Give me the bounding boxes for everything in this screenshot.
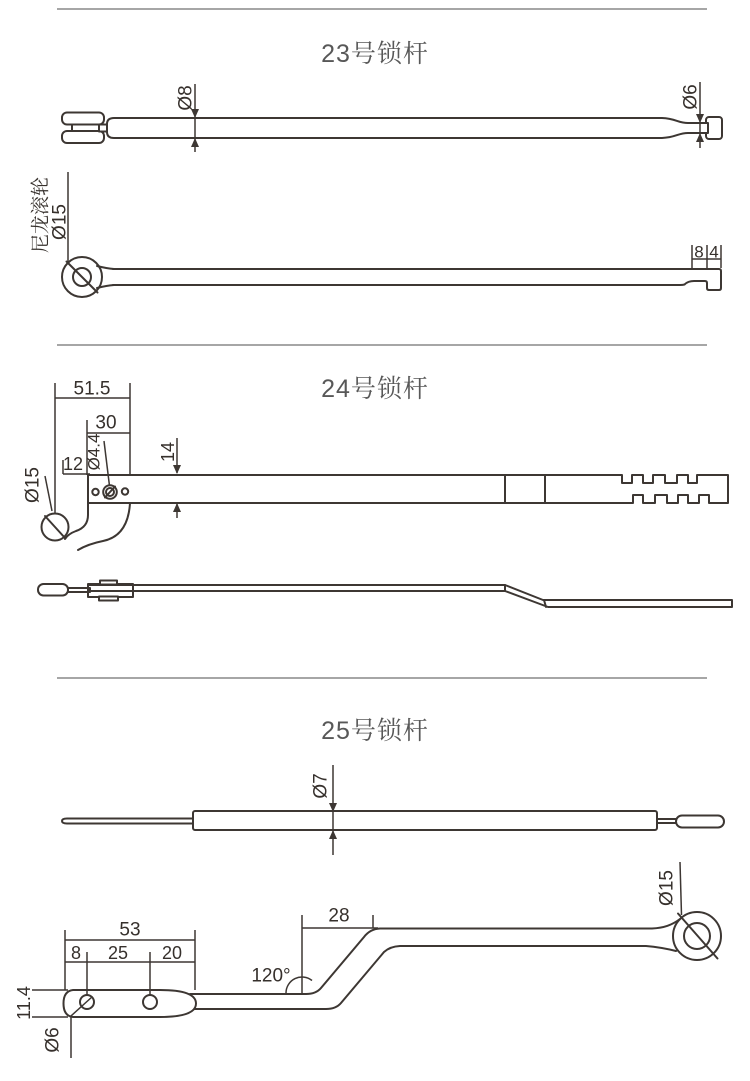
bar-24-side-view — [42, 475, 729, 550]
plate-tab-bottom — [99, 597, 118, 601]
dim-label-51-5: 51.5 — [73, 378, 111, 400]
dim-label-53: 53 — [119, 919, 141, 941]
rod-25b-dimensions — [32, 862, 682, 1058]
tip-stem — [68, 588, 90, 592]
dim-label-28: 28 — [328, 905, 350, 927]
dim-label-end4: 4 — [709, 242, 719, 262]
dim-label-dia7: Ø7 — [310, 773, 332, 799]
bar-body-serrated — [88, 475, 728, 503]
dim-label-dia15-23: Ø15 — [49, 204, 71, 240]
rod-body — [113, 269, 721, 290]
dim-label-dia15-25: Ø15 — [656, 870, 678, 906]
section-25-title: 25号锁杆 — [321, 717, 429, 745]
dim-label-end8: 8 — [694, 242, 704, 262]
section-23-title: 23号锁杆 — [321, 40, 429, 68]
section-24-title: 24号锁杆 — [321, 375, 429, 403]
rod-23-clevis-view — [62, 113, 722, 144]
dim-label-30: 30 — [95, 412, 117, 434]
rod-body — [107, 118, 708, 138]
dim-label-dia8: Ø8 — [175, 85, 197, 111]
dim-label-dia15-24: Ø15 — [22, 467, 44, 503]
dim-label-20: 20 — [161, 943, 183, 963]
dim-label-120deg: 120° — [251, 965, 291, 987]
dim-label-25: 25 — [107, 943, 129, 963]
sleeve-tube — [193, 811, 657, 830]
dim-label-dia4-4: Ø4.4 — [84, 433, 104, 471]
hook-outer-curve — [65, 503, 88, 539]
right-tip-capsule — [676, 816, 724, 828]
plate-tab-top — [100, 581, 117, 585]
dim-label-12: 12 — [62, 454, 84, 474]
dim-label-nylon-roller: 尼龙滚轮 — [30, 176, 52, 254]
dim-label-8: 8 — [70, 943, 82, 963]
rod-23-roller-view — [62, 257, 721, 297]
clevis-bottom-prong — [62, 131, 104, 143]
dim-label-11-4: 11.4 — [14, 986, 34, 1020]
rod-25-bent-view — [64, 912, 722, 1017]
right-wire — [657, 819, 676, 823]
dim-label-14: 14 — [158, 441, 178, 463]
paddle-hole-2 — [143, 995, 157, 1009]
rod-25-straight-view — [62, 811, 724, 830]
tip-capsule — [38, 584, 68, 596]
bar-z-bend-outline — [88, 585, 732, 607]
rod-23b-dimensions — [68, 172, 721, 268]
left-wire — [62, 819, 193, 824]
hook-inner-curve — [78, 503, 130, 550]
clevis-top-prong — [62, 113, 104, 125]
dim-label-dia6-23: Ø6 — [680, 84, 702, 110]
bar-24-top-view — [38, 581, 732, 608]
dim-label-dia6-25: Ø6 — [42, 1027, 64, 1053]
